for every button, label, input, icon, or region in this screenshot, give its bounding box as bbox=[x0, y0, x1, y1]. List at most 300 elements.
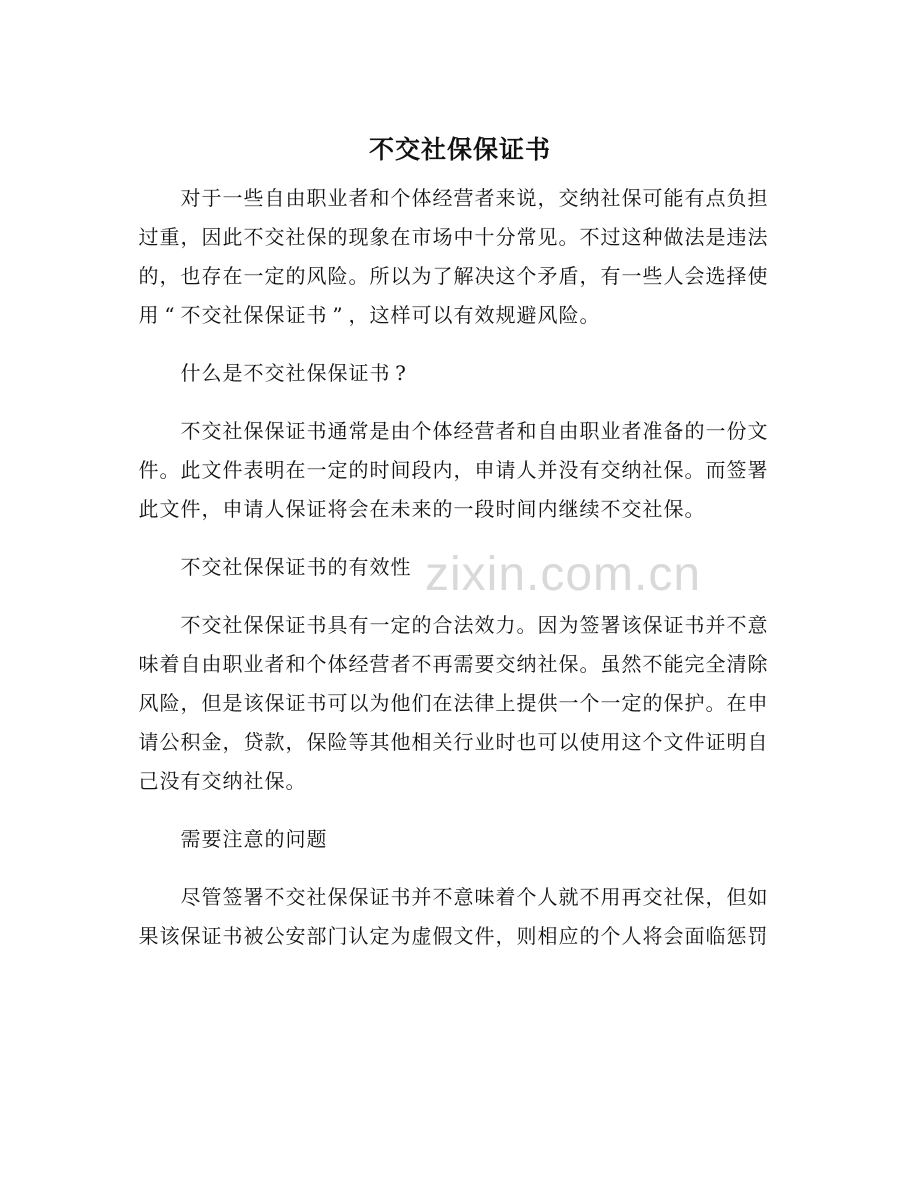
character: 再 bbox=[621, 885, 642, 909]
character: 在 bbox=[432, 691, 453, 715]
character: 交 bbox=[201, 555, 222, 579]
character: 继 bbox=[558, 497, 579, 521]
section-heading bbox=[180, 360, 411, 386]
character: 。 bbox=[159, 458, 180, 482]
character: 个 bbox=[411, 419, 432, 443]
character: 有 bbox=[453, 303, 474, 327]
character: 署 bbox=[600, 613, 621, 637]
character: 安 bbox=[285, 924, 306, 948]
watermark: zixin.com.cn bbox=[425, 548, 702, 601]
character: 而 bbox=[705, 458, 726, 482]
character: 将 bbox=[642, 924, 663, 948]
character: 注 bbox=[222, 827, 243, 851]
character: 职 bbox=[222, 652, 243, 676]
character: ， bbox=[222, 730, 243, 754]
character: 交 bbox=[600, 458, 621, 482]
character: 不 bbox=[180, 555, 201, 579]
character: 社 bbox=[285, 225, 306, 249]
character: 社 bbox=[663, 885, 684, 909]
character: 中 bbox=[453, 225, 474, 249]
section-heading bbox=[180, 554, 411, 580]
character: 但 bbox=[201, 691, 222, 715]
character: 的 bbox=[285, 264, 306, 288]
character: 人 bbox=[264, 497, 285, 521]
character: 过 bbox=[600, 225, 621, 249]
character: 不 bbox=[243, 361, 264, 385]
character: 用 bbox=[600, 730, 621, 754]
character: 的 bbox=[432, 497, 453, 521]
character: 性 bbox=[390, 555, 411, 579]
character: 行 bbox=[453, 730, 474, 754]
character: 风 bbox=[537, 303, 558, 327]
character: 不 bbox=[432, 885, 453, 909]
character: 保 bbox=[285, 497, 306, 521]
character: 书 bbox=[390, 885, 411, 909]
character: ， bbox=[159, 264, 180, 288]
character: 段 bbox=[411, 458, 432, 482]
character: 保 bbox=[621, 186, 642, 210]
character: 不 bbox=[726, 613, 747, 637]
document-title: 不交社保保证书 bbox=[368, 135, 551, 164]
character: 保 bbox=[264, 769, 285, 793]
character: 相 bbox=[411, 730, 432, 754]
character: 上 bbox=[495, 691, 516, 715]
character: 书 bbox=[306, 613, 327, 637]
character: 有 bbox=[348, 555, 369, 579]
character: 保 bbox=[264, 303, 285, 327]
character: 在 bbox=[285, 458, 306, 482]
character: 证 bbox=[285, 303, 306, 327]
character: 并 bbox=[705, 613, 726, 637]
character: 法 bbox=[453, 613, 474, 637]
character: 请 bbox=[495, 458, 516, 482]
character: 于 bbox=[201, 186, 222, 210]
character: 由 bbox=[201, 652, 222, 676]
character: 险 bbox=[327, 264, 348, 288]
character: 文 bbox=[747, 419, 768, 443]
character: 不 bbox=[579, 225, 600, 249]
character: 业 bbox=[474, 730, 495, 754]
character: 的 bbox=[579, 924, 600, 948]
character: 临 bbox=[705, 924, 726, 948]
character: 备 bbox=[663, 419, 684, 443]
character: 在 bbox=[369, 497, 390, 521]
paragraph-line bbox=[180, 185, 768, 211]
character: 的 bbox=[411, 613, 432, 637]
character: 来 bbox=[411, 497, 432, 521]
character: 个 bbox=[516, 885, 537, 909]
character: 能 bbox=[663, 186, 684, 210]
character: “ bbox=[164, 303, 175, 327]
character: 者 bbox=[264, 652, 285, 676]
character: 纳 bbox=[222, 769, 243, 793]
character: 个 bbox=[390, 186, 411, 210]
character: 在 bbox=[390, 225, 411, 249]
character: 表 bbox=[243, 458, 264, 482]
character: 能 bbox=[663, 652, 684, 676]
character: 因 bbox=[537, 613, 558, 637]
character: 件 bbox=[474, 924, 495, 948]
character: 经 bbox=[432, 186, 453, 210]
character: 保 bbox=[642, 613, 663, 637]
character: 保 bbox=[327, 361, 348, 385]
character: 存 bbox=[201, 264, 222, 288]
character: 有 bbox=[180, 769, 201, 793]
character: 积 bbox=[180, 730, 201, 754]
character: 保 bbox=[243, 419, 264, 443]
paragraph-line bbox=[138, 302, 600, 328]
character: ， bbox=[201, 497, 222, 521]
character: 以 bbox=[390, 264, 411, 288]
character: 该 bbox=[243, 691, 264, 715]
character: 的 bbox=[327, 225, 348, 249]
character: 经 bbox=[453, 419, 474, 443]
character: 保 bbox=[243, 303, 264, 327]
character: 着 bbox=[495, 885, 516, 909]
character: 效 bbox=[474, 303, 495, 327]
character: 签 bbox=[726, 458, 747, 482]
character: 书 bbox=[306, 303, 327, 327]
character: 明 bbox=[726, 730, 747, 754]
character: ? bbox=[395, 361, 406, 385]
character: 解 bbox=[453, 264, 474, 288]
character: 的 bbox=[642, 691, 663, 715]
character: 贷 bbox=[243, 730, 264, 754]
character: 和 bbox=[285, 652, 306, 676]
character: 使 bbox=[579, 730, 600, 754]
character: 具 bbox=[327, 613, 348, 637]
character: 也 bbox=[180, 264, 201, 288]
paragraph-line bbox=[138, 457, 768, 483]
character: 提 bbox=[516, 691, 537, 715]
character: 为 bbox=[390, 924, 411, 948]
character: 间 bbox=[390, 458, 411, 482]
character: 这 bbox=[495, 264, 516, 288]
character: 需 bbox=[453, 652, 474, 676]
character: 尽 bbox=[180, 885, 201, 909]
character: 营 bbox=[369, 652, 390, 676]
character: 场 bbox=[432, 225, 453, 249]
character: 一 bbox=[705, 419, 726, 443]
character: 为 bbox=[411, 264, 432, 288]
character: 一 bbox=[600, 691, 621, 715]
character: 人 bbox=[516, 458, 537, 482]
section-heading bbox=[180, 826, 327, 852]
character: 纳 bbox=[516, 652, 537, 676]
character: 在 bbox=[726, 691, 747, 715]
character: 证 bbox=[285, 613, 306, 637]
character: 社 bbox=[243, 769, 264, 793]
character: 证 bbox=[705, 730, 726, 754]
character: 保 bbox=[180, 924, 201, 948]
character: 保 bbox=[264, 691, 285, 715]
character: 保 bbox=[264, 555, 285, 579]
character: 该 bbox=[621, 613, 642, 637]
character: 为 bbox=[558, 613, 579, 637]
character: 会 bbox=[663, 924, 684, 948]
character: 他 bbox=[390, 691, 411, 715]
character: 被 bbox=[243, 924, 264, 948]
paragraph-line bbox=[138, 690, 768, 716]
character: 面 bbox=[684, 924, 705, 948]
character: 假 bbox=[432, 924, 453, 948]
character: 文 bbox=[201, 458, 222, 482]
character: 个 bbox=[579, 691, 600, 715]
paragraph-line bbox=[138, 263, 768, 289]
character: 会 bbox=[348, 497, 369, 521]
character: 保 bbox=[663, 691, 684, 715]
character: 自 bbox=[537, 419, 558, 443]
character: 法 bbox=[684, 225, 705, 249]
character: 来 bbox=[495, 186, 516, 210]
character: ， bbox=[285, 730, 306, 754]
character: 交 bbox=[201, 419, 222, 443]
character: 是 bbox=[222, 361, 243, 385]
character: 款 bbox=[264, 730, 285, 754]
character: 选 bbox=[705, 264, 726, 288]
character: 定 bbox=[264, 264, 285, 288]
character: 做 bbox=[663, 225, 684, 249]
character: 除 bbox=[747, 652, 768, 676]
character: 风 bbox=[138, 691, 159, 715]
character: 证 bbox=[285, 419, 306, 443]
character: 者 bbox=[348, 186, 369, 210]
character: 律 bbox=[474, 691, 495, 715]
paragraph-line bbox=[138, 651, 768, 677]
character: 将 bbox=[327, 497, 348, 521]
character: 书 bbox=[369, 361, 390, 385]
character: 内 bbox=[432, 458, 453, 482]
character: 也 bbox=[516, 730, 537, 754]
character: 避 bbox=[516, 303, 537, 327]
character: 营 bbox=[474, 419, 495, 443]
character: 个 bbox=[306, 652, 327, 676]
character: 分 bbox=[495, 225, 516, 249]
character: 明 bbox=[264, 458, 285, 482]
character: 惩 bbox=[726, 924, 747, 948]
character: 的 bbox=[684, 419, 705, 443]
character: 险 bbox=[558, 303, 579, 327]
character: 的 bbox=[138, 264, 159, 288]
character: 不 bbox=[180, 303, 201, 327]
character: 没 bbox=[558, 458, 579, 482]
character: 不 bbox=[642, 652, 663, 676]
character: 在 bbox=[222, 264, 243, 288]
character: 门 bbox=[327, 924, 348, 948]
character: 营 bbox=[453, 186, 474, 210]
character: 自 bbox=[747, 730, 768, 754]
character: 准 bbox=[642, 419, 663, 443]
character: 签 bbox=[222, 885, 243, 909]
character: 以 bbox=[558, 730, 579, 754]
character: 为 bbox=[369, 691, 390, 715]
character: 请 bbox=[138, 730, 159, 754]
character: 。 bbox=[285, 769, 306, 793]
character: 了 bbox=[432, 264, 453, 288]
character: 负 bbox=[726, 186, 747, 210]
character: 不 bbox=[180, 613, 201, 637]
character: 些 bbox=[642, 264, 663, 288]
character: 味 bbox=[138, 652, 159, 676]
character: 社 bbox=[306, 885, 327, 909]
character: 保 bbox=[306, 730, 327, 754]
character: 职 bbox=[579, 419, 600, 443]
character: 纳 bbox=[621, 458, 642, 482]
character: 完 bbox=[684, 652, 705, 676]
character: ” bbox=[332, 303, 343, 327]
character: 经 bbox=[348, 652, 369, 676]
character: 是 bbox=[222, 691, 243, 715]
character: 意 bbox=[453, 885, 474, 909]
character: 签 bbox=[579, 613, 600, 637]
character: 时 bbox=[495, 730, 516, 754]
character: 题 bbox=[306, 827, 327, 851]
character: 但 bbox=[726, 885, 747, 909]
character: 业 bbox=[600, 419, 621, 443]
character: 人 bbox=[621, 924, 642, 948]
character: 证 bbox=[663, 613, 684, 637]
character: 一 bbox=[306, 458, 327, 482]
character: 重 bbox=[159, 225, 180, 249]
character: 段 bbox=[474, 497, 495, 521]
character: 者 bbox=[621, 419, 642, 443]
character: 力 bbox=[495, 613, 516, 637]
character: 。 bbox=[705, 691, 726, 715]
character: 请 bbox=[243, 497, 264, 521]
character: 并 bbox=[411, 885, 432, 909]
character: 申 bbox=[474, 458, 495, 482]
character: 有 bbox=[348, 613, 369, 637]
character: 这 bbox=[621, 730, 642, 754]
character: 保 bbox=[264, 613, 285, 637]
character: 通 bbox=[327, 419, 348, 443]
character: 险 bbox=[327, 730, 348, 754]
character: 自 bbox=[264, 186, 285, 210]
character: 。 bbox=[579, 652, 600, 676]
character: 保 bbox=[243, 555, 264, 579]
character: 保 bbox=[306, 361, 327, 385]
character: 证 bbox=[285, 555, 306, 579]
character: 应 bbox=[558, 924, 579, 948]
character: 交 bbox=[642, 885, 663, 909]
character: 规 bbox=[495, 303, 516, 327]
character: 没 bbox=[159, 769, 180, 793]
character: 公 bbox=[159, 730, 180, 754]
character: 不 bbox=[411, 652, 432, 676]
character: 定 bbox=[621, 691, 642, 715]
character: 体 bbox=[327, 652, 348, 676]
character: 们 bbox=[411, 691, 432, 715]
character: 不 bbox=[180, 419, 201, 443]
character: 担 bbox=[747, 186, 768, 210]
character: 个 bbox=[642, 730, 663, 754]
character: 险 bbox=[159, 691, 180, 715]
character: 常 bbox=[516, 225, 537, 249]
character: 等 bbox=[348, 730, 369, 754]
character: 金 bbox=[201, 730, 222, 754]
character: 书 bbox=[684, 613, 705, 637]
character: 常 bbox=[348, 419, 369, 443]
character: 定 bbox=[390, 613, 411, 637]
character: 一 bbox=[621, 264, 642, 288]
character: 一 bbox=[243, 264, 264, 288]
character: 件 bbox=[222, 458, 243, 482]
character: 书 bbox=[306, 555, 327, 579]
character: 。 bbox=[558, 225, 579, 249]
character: 点 bbox=[705, 186, 726, 210]
character: 时 bbox=[495, 497, 516, 521]
character: 社 bbox=[537, 652, 558, 676]
character: 违 bbox=[726, 225, 747, 249]
character: 保 bbox=[306, 225, 327, 249]
character: 交 bbox=[201, 303, 222, 327]
character: 交 bbox=[264, 225, 285, 249]
character: 此 bbox=[180, 458, 201, 482]
character: 如 bbox=[747, 885, 768, 909]
character: 和 bbox=[369, 186, 390, 210]
character: 此 bbox=[222, 225, 243, 249]
character: 可 bbox=[642, 186, 663, 210]
character: 保 bbox=[327, 885, 348, 909]
paragraph-line bbox=[180, 418, 768, 444]
character: 的 bbox=[264, 827, 285, 851]
character: ， bbox=[180, 691, 201, 715]
character: 者 bbox=[474, 186, 495, 210]
paragraph-line bbox=[138, 768, 306, 794]
character: 再 bbox=[432, 652, 453, 676]
character: 。 bbox=[516, 613, 537, 637]
character: 件 bbox=[138, 458, 159, 482]
character: 可 bbox=[411, 303, 432, 327]
character: ， bbox=[705, 885, 726, 909]
character: 合 bbox=[432, 613, 453, 637]
character: 么 bbox=[201, 361, 222, 385]
character: ， bbox=[348, 303, 369, 327]
character: 由 bbox=[285, 186, 306, 210]
character: 关 bbox=[432, 730, 453, 754]
character: 社 bbox=[642, 497, 663, 521]
paragraph-line bbox=[138, 729, 768, 755]
character: 清 bbox=[726, 652, 747, 676]
paragraph-line bbox=[180, 884, 768, 910]
character: ， bbox=[495, 924, 516, 948]
character: 有 bbox=[684, 186, 705, 210]
character: 是 bbox=[369, 419, 390, 443]
character: 过 bbox=[138, 225, 159, 249]
character: 交 bbox=[201, 613, 222, 637]
paragraph-line bbox=[138, 224, 768, 250]
paragraph-line bbox=[138, 923, 768, 949]
character: 的 bbox=[348, 458, 369, 482]
character: 并 bbox=[537, 458, 558, 482]
character: 者 bbox=[495, 419, 516, 443]
character: 书 bbox=[222, 924, 243, 948]
character: 交 bbox=[495, 652, 516, 676]
character: 样 bbox=[390, 303, 411, 327]
character: ， bbox=[453, 458, 474, 482]
character: 保 bbox=[663, 458, 684, 482]
character: 。 bbox=[579, 303, 600, 327]
character: 申 bbox=[222, 497, 243, 521]
character: 证 bbox=[201, 924, 222, 948]
character: 会 bbox=[684, 264, 705, 288]
character: 体 bbox=[432, 419, 453, 443]
character: 一 bbox=[558, 691, 579, 715]
character: 保 bbox=[684, 885, 705, 909]
character: 需 bbox=[180, 827, 201, 851]
character: 管 bbox=[201, 885, 222, 909]
character: 用 bbox=[600, 885, 621, 909]
